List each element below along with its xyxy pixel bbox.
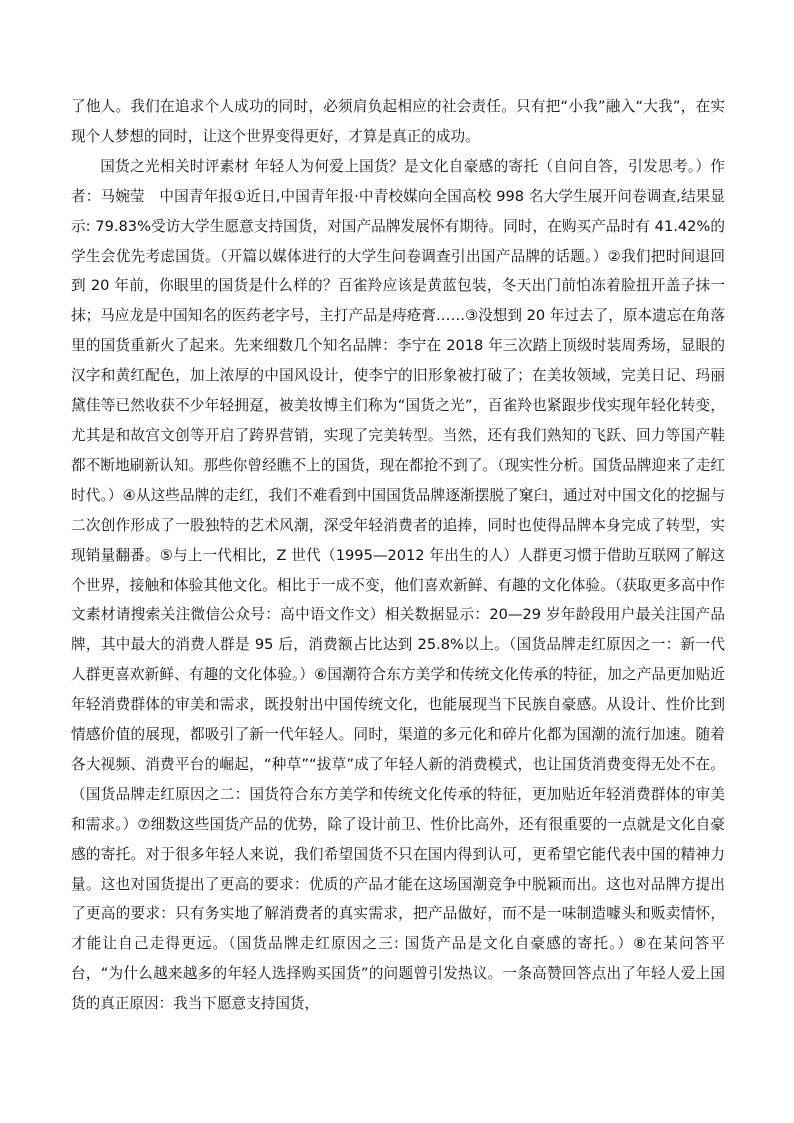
paragraph-guohuo-essay: 国货之光相关时评素材 年轻人为何爱上国货？是文化自豪感的寄托（自问自答，引发思考。）作者：马婉莹 中国青年报①近日,中国青年报·中青校媒向全国高校 998 名大学生展开问卷调查,结果显示: 79.83%受访大学生愿意支持国货，对国产品牌发展怀有期待。同时，在购买产品时有 41.42%的学生会优先考虑国货。（开篇以媒体进行的大学生问卷调查引出国产品牌的话题。）②我们把时间退回到 20 年前，你眼里的国货是什么样的？百雀羚应该是黄蓝包装，冬天出门前怕冻着脸扭开盖子抹一抹；马应龙是中国知名的医药老字号，主打产品是痔疮膏……③没想到 20 年过去了，原本遗忘在角落里的国货重新火了起来。先来细数几个知名品牌：李宁在 2018 年三次踏上顶级时装周秀场，显眼的汉字和黄红配色，加上浓厚的中国风设计，使李宁的旧形象被打破了；在美妆领域，完美日记、玛丽黛佳等已然收获不少年轻拥趸，被美妆博主们称为“国货之光”，百雀羚也紧跟步伐实现年轻化转变，尤其是和故宫文创等开启了跨界营销，实现了完美转型。当然，还有我们熟知的飞跃、回力等国产鞋都不断地刷新认知。那些你曾经瞧不上的国货，现在都抢不到了。（现实性分析。国货品牌迎来了走红时代。）④从这些品牌的走红，我们不难看到中国国货品牌逐渐摆脱了窠臼，通过对中国文化的挖掘与二次创作形成了一股独特的艺术风潮，深受年轻消费者的追捧，同时也使得品牌本身完成了转型，实现销量翻番。⑤与上一代相比，Z 世代（1995—2012 年出生的人）人群更习惯于借助互联网了解这个世界，接触和体验其他文化。相比于一成不变，他们喜欢新鲜、有趣的文化体验。（获取更多高中作文素材请搜索关注微信公众号：高中语文作文）相关数据显示：20—29 岁年龄段用户最关注国产品牌，其中最大的消费人群是 95 后，消费额占比达到 25.8%以上。（国货品牌走红原因之一：新一代人群更喜欢新鲜、有趣的文化体验。）⑥国潮符合东方美学和传统文化传承的特征，加之产品更加贴近年轻消费群体的审美和需求，既投射出中国传统文化，也能展现当下民族自豪感。从设计、性价比到情感价值的展现，都吸引了新一代年轻人。同时，渠道的多元化和碎片化都为国潮的流行加速。随着各大视频、消费平台的崛起，“种草”“拔草”成了年轻人新的消费模式，也让国货消费变得无处不在。（国货品牌走红原因之二：国货符合东方美学和传统文化传承的特征，更加贴近年轻消费群体的审美和需求。）⑦细数这些国货产品的优势，除了设计前卫、性价比高外，还有很重要的一点就是文化自豪感的寄托。对于很多年轻人来说，我们希望国货不只在国内得到认可，更希望它能代表中国的精神力量。这也对国货提出了更高的要求：优质的产品才能在这场国潮竞争中脱颖而出。这也对品牌方提出了更高的要求：只有务实地了解消费者的真实需求，把产品做好，而不是一味制造噱头和贩卖情怀，才能让自己走得更远。（国货品牌走红原因之三: 国货产品是文化自豪感的寄托。）⑧在某问答平台，“为什么越来越多的年轻人选择购买国货”的问题曾引发热议。一条高赞回答点出了年轻人爱上国货的真正原因：我当下愿意支持国货， bbox=[71, 157, 725, 1013]
paragraph-continuation: 了他人。我们在追求个人成功的同时，必须肩负起相应的社会责任。只有把“小我”融入“大我”，在实现个人梦想的同时，让这个世界变得更好，才算是真正的成功。 bbox=[71, 98, 725, 145]
document-body bbox=[71, 92, 725, 1019]
